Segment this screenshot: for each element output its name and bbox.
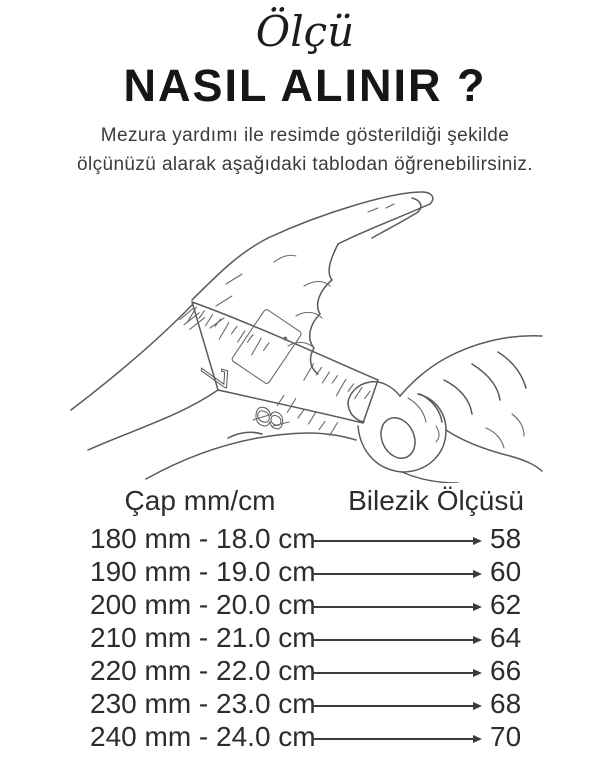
upper-hand-details — [210, 204, 394, 348]
bracelet-size-value: 64 — [490, 621, 522, 653]
arrow-head-icon — [473, 669, 482, 677]
arrow-shaft — [312, 639, 473, 641]
hand-measurement-illustration — [68, 188, 543, 483]
arrow-head-icon — [473, 603, 482, 611]
arrow-line — [312, 702, 482, 710]
table-row — [90, 654, 538, 687]
bracelet-size-value: 66 — [490, 654, 522, 686]
size-table — [90, 483, 538, 753]
arrow-shaft — [312, 540, 473, 542]
forearm-lines — [71, 304, 356, 479]
arrow-line — [312, 603, 482, 611]
arrow-line — [312, 570, 482, 578]
bracelet-size-value: 68 — [490, 687, 522, 719]
description-text — [0, 121, 610, 180]
table-row — [90, 687, 538, 720]
arrow-shaft — [312, 705, 473, 707]
tape-ticks — [150, 279, 383, 468]
bracelet-size-value: 62 — [490, 588, 522, 620]
page-title: NASIL ALINIR ? — [123, 59, 487, 111]
arrow-head-icon — [473, 537, 482, 545]
diameter-label: 190 mm - 19.0 cm — [90, 555, 316, 587]
arrow-shaft — [312, 606, 473, 608]
arrow-line — [312, 636, 482, 644]
description-line-2: ölçünüzü alarak aşağıdaki tablodan öğrenebilirsiniz. — [77, 153, 533, 175]
arrow-line — [312, 735, 482, 743]
table-row — [90, 720, 538, 753]
column-header-bracelet-size: Bilezik Ölçüsü — [348, 485, 524, 517]
diameter-label: 230 mm - 23.0 cm — [90, 687, 316, 719]
description-line-1: Mezura yardımı ile resimde gösterildiği şekilde — [100, 124, 510, 146]
diameter-label: 210 mm - 21.0 cm — [90, 621, 316, 653]
arrow-head-icon — [473, 702, 482, 710]
diameter-label: 200 mm - 20.0 cm — [90, 588, 316, 620]
pinching-hand-lines — [348, 336, 542, 483]
arrow-shaft — [312, 738, 473, 740]
arrow-shaft — [312, 573, 473, 575]
column-header-diameter: Çap mm/cm — [124, 485, 276, 517]
arrow-line — [312, 669, 482, 677]
arrow-head-icon — [473, 636, 482, 644]
table-row — [90, 621, 538, 654]
arrow-head-icon — [473, 570, 482, 578]
table-row — [90, 555, 538, 588]
tape-number-7: 7 — [190, 363, 234, 389]
bracelet-size-value: 60 — [490, 555, 522, 587]
arrow-head-icon — [473, 735, 482, 743]
table-header-row — [90, 483, 538, 519]
diameter-label: 180 mm - 18.0 cm — [90, 522, 316, 554]
table-body — [90, 522, 538, 753]
arrow-line — [312, 537, 482, 545]
table-row — [90, 522, 538, 555]
bracelet-size-value: 58 — [490, 522, 522, 554]
arrow-shaft — [312, 672, 473, 674]
diameter-label: 220 mm - 22.0 cm — [90, 654, 316, 686]
table-row — [90, 588, 538, 621]
pinching-hand-details — [253, 398, 524, 448]
tape-number-8: 8 — [245, 405, 289, 433]
diameter-label: 240 mm - 24.0 cm — [90, 720, 316, 752]
script-title: Ölçü — [255, 7, 355, 56]
bracelet-size-value: 70 — [490, 720, 522, 752]
